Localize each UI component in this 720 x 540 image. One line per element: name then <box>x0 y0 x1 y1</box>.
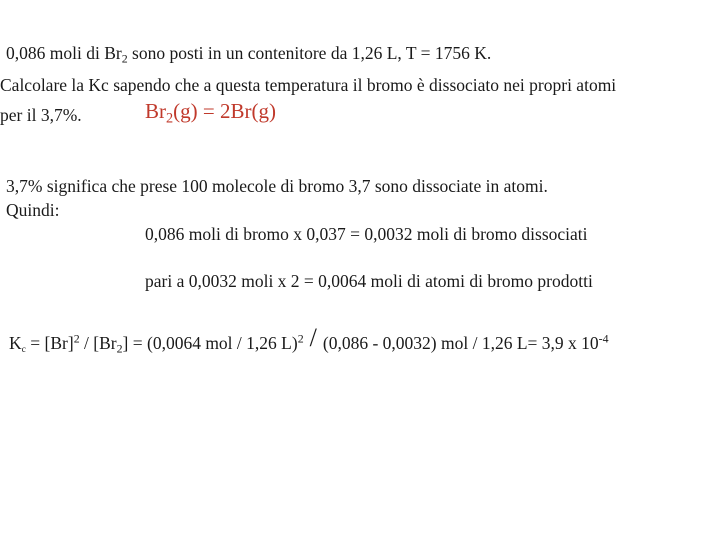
kc-symbol: K <box>9 333 22 353</box>
kc-division-slash: / <box>309 323 317 352</box>
problem-line-1-text: 0,086 moli di Br <box>6 43 122 63</box>
kc-formula <box>9 323 609 356</box>
kc-part-4: (0,086 - 0,0032) mol / 1,26 L= 3,9 x 10 <box>322 333 599 353</box>
problem-line-1-post: sono posti in un contenitore da 1,26 L, T = 1756 K. <box>127 43 492 63</box>
problem-line-3 <box>0 104 82 126</box>
reaction-sub: 2 <box>166 110 174 127</box>
solution-line-2 <box>6 199 59 221</box>
solution-line-4-text: pari a 0,0032 moli x 2 = 0,0064 moli di atomi di bromo prodotti <box>145 271 593 291</box>
solution-line-3-text: 0,086 moli di bromo x 0,037 = 0,0032 moli di bromo dissociati <box>145 224 588 244</box>
kc-sup-1: 2 <box>73 331 80 346</box>
reaction-pre: Br <box>145 99 166 123</box>
kc-part-2: / [Br <box>79 333 117 353</box>
kc-part-1: = [Br] <box>25 333 74 353</box>
kc-sub: c <box>21 343 26 355</box>
reaction-post: (g) = 2Br(g) <box>173 99 276 123</box>
kc-sub-2: 2 <box>116 341 123 356</box>
solution-line-2-text: Quindi: <box>6 200 60 220</box>
solution-line-3 <box>145 223 588 245</box>
problem-line-2-text: Calcolare la Kc sapendo che a questa temperatura il bromo è dissociato nei propri atomi <box>0 75 617 95</box>
kc-sup-3: 2 <box>297 331 304 346</box>
problem-line-1-sub: 2 <box>121 51 128 66</box>
problem-line-1 <box>6 42 491 64</box>
solution-line-1 <box>6 175 548 197</box>
solution-line-1-text: 3,7% significa che prese 100 molecole di bromo 3,7 sono dissociate in atomi. <box>6 176 548 196</box>
kc-part-3: ] = (0,0064 mol / 1,26 L) <box>122 333 298 353</box>
problem-line-3-text: per il 3,7%. <box>0 105 82 125</box>
kc-exponent: -4 <box>598 331 609 346</box>
problem-line-2 <box>0 74 616 96</box>
reaction-equation <box>145 99 276 127</box>
solution-line-4 <box>145 270 593 292</box>
